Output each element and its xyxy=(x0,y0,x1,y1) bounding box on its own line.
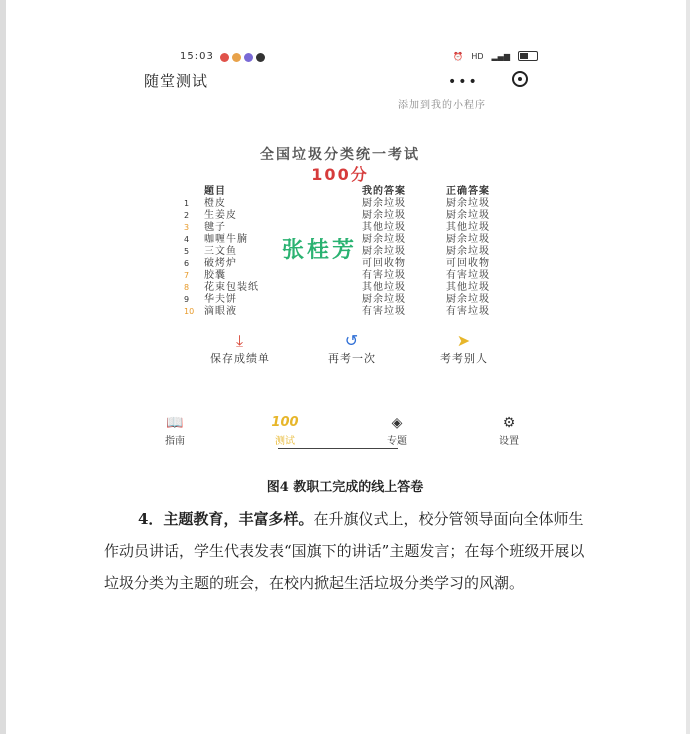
tab-topic[interactable] xyxy=(362,414,432,447)
battery-icon xyxy=(518,51,538,61)
app-notification-icon xyxy=(232,53,241,62)
row-correct-answer: 有害垃圾 xyxy=(446,270,490,281)
tab-test-label: 测试 xyxy=(275,436,295,447)
status-time: 15:03 xyxy=(180,51,214,62)
retry-label: 再考一次 xyxy=(328,352,376,365)
table-row xyxy=(178,210,518,222)
name-stamp: 张桂芳 xyxy=(282,238,358,263)
tab-settings[interactable] xyxy=(474,414,544,447)
share-label: 考考别人 xyxy=(440,352,488,365)
app-notification-icon xyxy=(244,53,253,62)
notification-icons xyxy=(220,53,265,62)
retry-button[interactable] xyxy=(302,332,402,366)
correct-answer-header: 正确答案 xyxy=(446,186,490,197)
score-100-icon: 100 xyxy=(271,415,299,430)
row-correct-answer: 有害垃圾 xyxy=(446,306,490,317)
row-my-answer: 其他垃圾 xyxy=(362,222,406,233)
my-answer-header: 我的答案 xyxy=(362,186,406,197)
tab-guide[interactable] xyxy=(140,414,210,447)
close-miniprogram-icon[interactable] xyxy=(512,71,528,87)
row-index: 5 xyxy=(184,247,190,256)
row-question: 毽子 xyxy=(204,222,226,233)
row-my-answer: 可回收物 xyxy=(362,258,406,269)
row-my-answer: 厨余垃圾 xyxy=(362,198,406,209)
action-bar xyxy=(190,332,510,372)
phone-screenshot xyxy=(130,40,550,460)
retry-icon: ↺ xyxy=(344,331,360,350)
row-my-answer: 其他垃圾 xyxy=(362,282,406,293)
table-row xyxy=(178,294,518,306)
send-icon: ➤ xyxy=(456,331,472,350)
row-question: 生姜皮 xyxy=(204,210,237,221)
figure-caption: 图4 教职工完成的线上答卷 xyxy=(266,480,424,495)
row-correct-answer: 厨余垃圾 xyxy=(446,198,490,209)
row-index: 6 xyxy=(184,259,190,268)
row-index: 2 xyxy=(184,211,190,220)
row-index: 10 xyxy=(184,307,195,316)
row-index: 7 xyxy=(184,271,190,280)
tab-settings-label: 设置 xyxy=(499,436,519,447)
row-correct-answer: 厨余垃圾 xyxy=(446,234,490,245)
tab-guide-label: 指南 xyxy=(165,436,185,447)
app-title: 随堂测试 xyxy=(144,72,209,90)
row-index: 1 xyxy=(184,199,190,208)
row-question: 花束包装纸 xyxy=(204,282,259,293)
row-correct-answer: 厨余垃圾 xyxy=(446,246,490,257)
row-question: 咖喱牛腩 xyxy=(204,234,248,245)
alarm-icon: ⏰ xyxy=(453,51,464,61)
hd-label: HD xyxy=(471,51,484,61)
question-header: 题目 xyxy=(204,186,226,197)
row-my-answer: 厨余垃圾 xyxy=(362,234,406,245)
status-right xyxy=(453,51,538,61)
table-header xyxy=(178,186,518,198)
row-my-answer: 厨余垃圾 xyxy=(362,246,406,257)
bottom-tab-bar xyxy=(140,414,550,450)
download-icon: ⤓ xyxy=(235,331,245,350)
table-row xyxy=(178,270,518,282)
row-my-answer: 有害垃圾 xyxy=(362,270,406,281)
add-mini-program-hint[interactable]: 添加到我的小程序 xyxy=(398,100,486,111)
row-correct-answer: 可回收物 xyxy=(446,258,490,269)
row-correct-answer: 其他垃圾 xyxy=(446,222,490,233)
page-edge-left xyxy=(0,0,6,734)
row-index: 3 xyxy=(184,223,190,232)
table-row xyxy=(178,282,518,294)
tab-topic-label: 专题 xyxy=(387,436,407,447)
save-report-label: 保存成绩单 xyxy=(210,352,270,365)
row-question: 橙皮 xyxy=(204,198,226,209)
row-question: 破烤炉 xyxy=(204,258,237,269)
gear-icon: ⚙ xyxy=(502,415,516,431)
row-index: 8 xyxy=(184,283,190,292)
row-correct-answer: 其他垃圾 xyxy=(446,282,490,293)
row-correct-answer: 厨余垃圾 xyxy=(446,210,490,221)
signal-icon: ▂▄▆ xyxy=(491,51,510,61)
row-index: 9 xyxy=(184,295,190,304)
share-button[interactable] xyxy=(414,332,514,366)
row-my-answer: 厨余垃圾 xyxy=(362,210,406,221)
tab-divider xyxy=(278,448,398,449)
more-options-icon[interactable]: ••• xyxy=(448,74,479,90)
exam-score: 100分 xyxy=(311,165,369,184)
row-question: 滴眼液 xyxy=(204,306,237,317)
table-row xyxy=(178,306,518,318)
index-header xyxy=(178,186,204,198)
paragraph-text: 在升旗仪式上，校分管领导面向全体师生作动员讲话，学生代表发表“国旗下的讲话”主题发言；在每个班级开展以垃圾分类为主题的班会，在校内掀起生活垃圾分类学习的风潮。 xyxy=(104,510,585,592)
exam-title: 全国垃圾分类统一考试 xyxy=(260,147,420,163)
table-row xyxy=(178,198,518,210)
layers-icon: ◈ xyxy=(391,415,403,431)
row-index: 4 xyxy=(184,235,190,244)
app-notification-icon xyxy=(256,53,265,62)
tab-test[interactable] xyxy=(250,414,320,447)
book-icon: 📖 xyxy=(166,415,184,431)
row-question: 华夫饼 xyxy=(204,294,237,305)
row-my-answer: 厨余垃圾 xyxy=(362,294,406,305)
page-edge-right xyxy=(686,0,690,734)
app-notification-icon xyxy=(220,53,229,62)
status-bar xyxy=(180,50,550,66)
row-question: 胶囊 xyxy=(204,270,226,281)
body-paragraph xyxy=(104,503,594,599)
save-report-button[interactable] xyxy=(190,332,290,366)
row-correct-answer: 厨余垃圾 xyxy=(446,294,490,305)
paragraph-lead: 4．主题教育，丰富多样。 xyxy=(138,510,314,528)
row-question: 三文鱼 xyxy=(204,246,237,257)
row-my-answer: 有害垃圾 xyxy=(362,306,406,317)
